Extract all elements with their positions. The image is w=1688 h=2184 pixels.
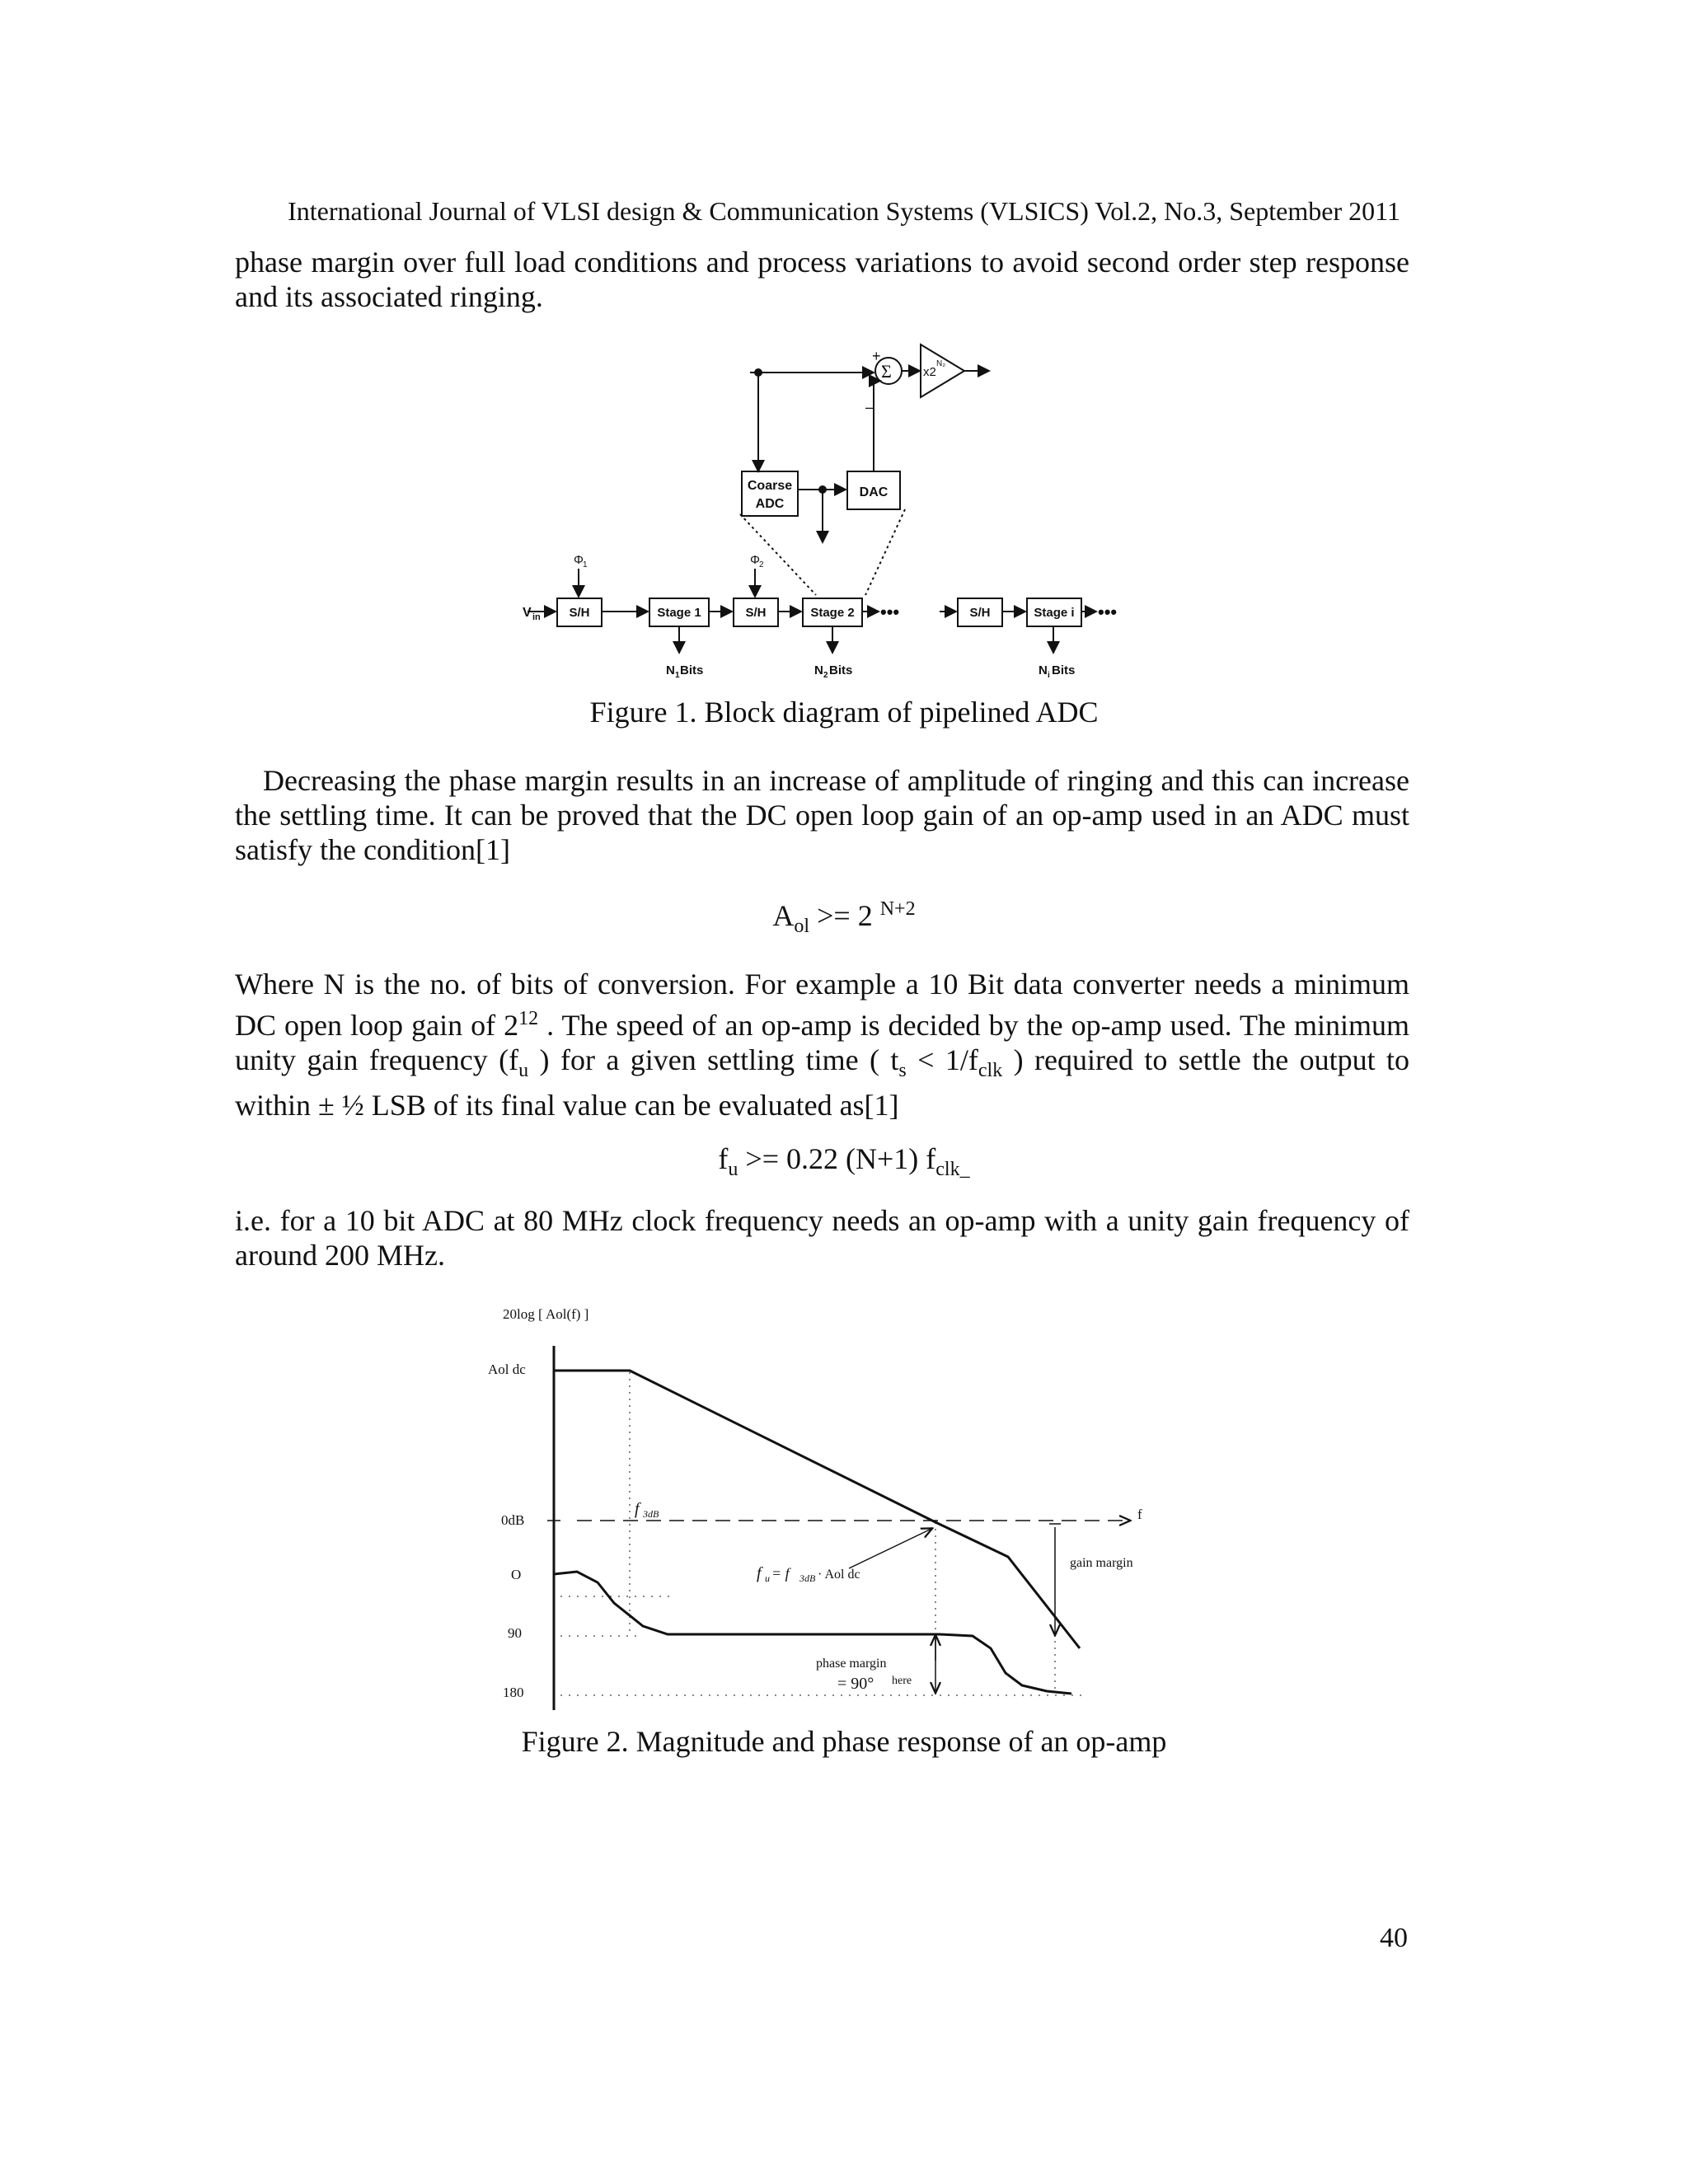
fu-eq-end: · Aol dc (818, 1568, 860, 1582)
fu-eq-sub: u (765, 1572, 770, 1584)
n1-bits-sub: 1 (675, 671, 680, 680)
phase-margin-value: = 90° (837, 1675, 874, 1693)
phase-90-tick-label: 90 (508, 1625, 522, 1641)
vin-subscript: in (532, 612, 541, 622)
sh-2-label: S/H (745, 606, 767, 620)
sigma-symbol: Σ (881, 361, 892, 382)
ellipsis-2: ••• (1098, 602, 1118, 622)
n1-bits-label: Bits (680, 663, 704, 677)
n2-bits-sub: 2 (823, 671, 828, 680)
ni-bits-label: Bits (1052, 663, 1076, 677)
n1-bits-n: N (666, 663, 675, 677)
phi2-subscript: 2 (759, 560, 764, 569)
vin-label: V (523, 606, 532, 620)
phi1-label: Φ (574, 553, 584, 567)
sh-i-label: S/H (969, 606, 991, 620)
page-number: 40 (1380, 1923, 1408, 1953)
stage-i-label: Stage i (1034, 606, 1075, 620)
figure-2-caption: Figure 2. Magnitude and phase response of an op-amp (521, 1725, 1167, 1758)
sh-1-label: S/H (569, 606, 590, 620)
f3db-subscript: 3dB (643, 1508, 659, 1520)
dac-label: DAC (859, 485, 889, 499)
equation-1: $A_{ol} >= 2$ $^{N+2}$ (772, 898, 916, 938)
n2-bits-n: N (814, 663, 823, 677)
y-axis-label: 20log [ Aol(f) ] (503, 1306, 589, 1322)
running-header: International Journal of VLSI design & Communication Systems (VLSICS) Vol.2, No.3, September 2011 (288, 196, 1400, 226)
paragraph-2: Decreasing the phase margin results in an increase of amplitude of ringing and this can increase the settling time. It can be proved that the DC open loop gain of an op-amp used in an ADC must satisfy the condition[1] (235, 764, 1409, 866)
figure-2-bode-plot (478, 1298, 1170, 1718)
f-axis-label: f (1137, 1507, 1142, 1522)
figure-1-caption: Figure 1. Block diagram of pipelined ADC (589, 696, 1099, 729)
sum-minus-sign: – (865, 399, 874, 415)
phase-zero-tick-label: O (511, 1567, 522, 1582)
coarse-adc-label-2: ADC (755, 497, 785, 511)
figure-1-block-diagram (523, 330, 1137, 692)
phase-margin-here: here (892, 1675, 912, 1687)
zero-db-tick-label: 0dB (501, 1512, 525, 1528)
ni-bits-n: N (1039, 663, 1048, 677)
equation-2: $f_u >= 0.22$ (N+1) $f_{clk\_}$ (718, 1142, 970, 1181)
gain-margin-label: gain margin (1070, 1556, 1133, 1570)
stage-1-label: Stage 1 (657, 606, 701, 620)
sum-plus-sign: + (872, 348, 881, 364)
fu-eq-mid: = f (771, 1565, 790, 1582)
fu-eq-f: f (757, 1564, 762, 1582)
stage-2-label: Stage 2 (810, 606, 855, 620)
gain-label: x2 (923, 365, 936, 379)
phi1-subscript: 1 (583, 560, 588, 569)
coarse-adc-label-1: Coarse (747, 479, 793, 493)
phase-180-tick-label: 180 (503, 1685, 524, 1700)
paragraph-4: i.e. for a 10 bit ADC at 80 MHz clock frequency needs an op-amp with a unity gain frequency of around 200 MHz. (235, 1204, 1409, 1272)
paragraph-3: Where N is the no. of bits of conversion. For example a 10 Bit data converter needs a minimum DC open loop gain of $2^{12}$ . The speed of an op-amp is decided by the op-amp used. The minimum unity gain frequency ($f_u$ ) for a given settling time ( $t_s < 1/f_{clk}$ ) required to settle the output to within ± ½ LSB of its final value can be evaluated as[1] (235, 968, 1410, 1122)
aol-dc-tick-label: Aol dc (488, 1361, 526, 1377)
n2-bits-label: Bits (829, 663, 853, 677)
gain-exponent: N₂ (936, 359, 946, 368)
phi2-label: Φ (750, 553, 760, 567)
ellipsis-1: ••• (880, 602, 900, 622)
paragraph-1: phase margin over full load conditions and process variations to avoid second order step response and its associated ringing. (235, 246, 1409, 313)
ni-bits-sub: i (1048, 671, 1050, 680)
fu-eq-mid-sub: 3dB (799, 1572, 816, 1584)
f3db-label: f (635, 1500, 640, 1518)
phase-margin-label: phase margin (816, 1657, 887, 1671)
